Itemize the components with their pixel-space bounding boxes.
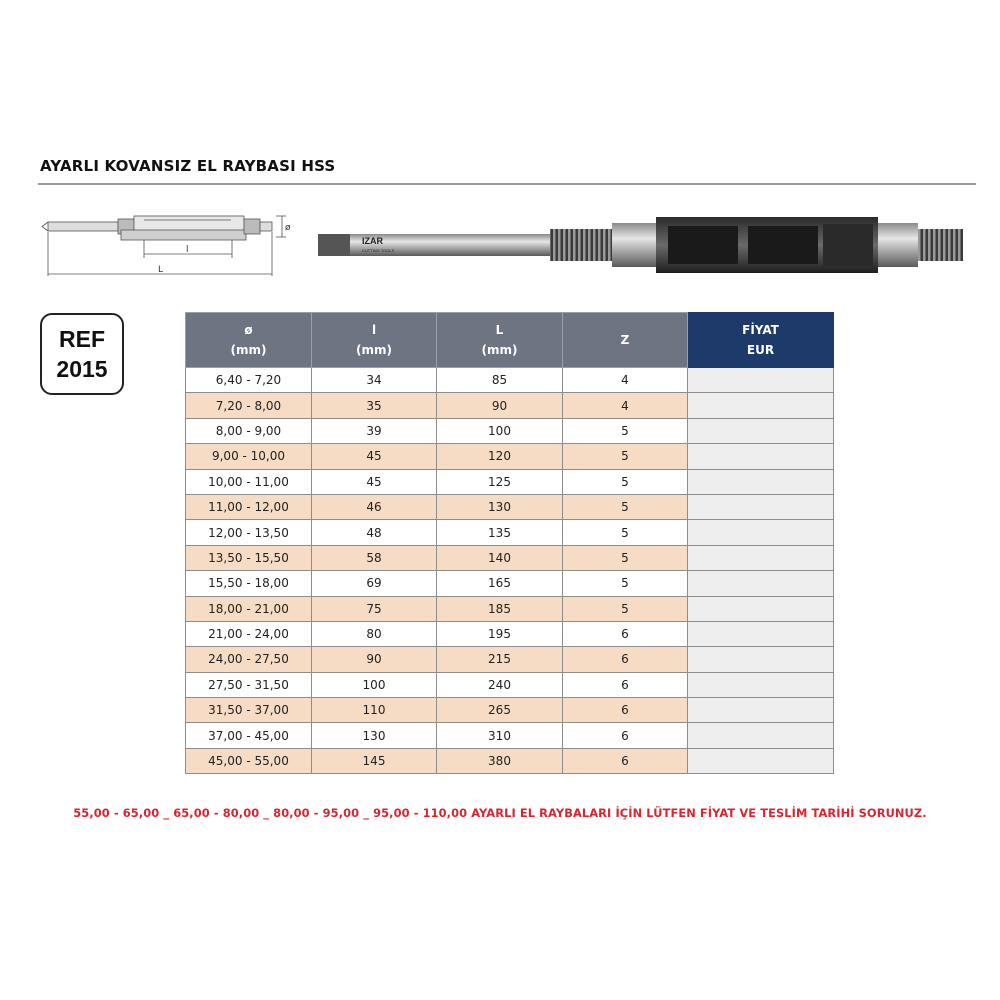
cell-diameter: 37,00 - 45,00: [186, 723, 312, 748]
ref-badge: [40, 313, 124, 395]
cell-z: 5: [563, 469, 688, 494]
cell-price: [688, 621, 834, 646]
cell-l: 58: [312, 545, 437, 570]
table-row: [186, 418, 834, 443]
table-row: [186, 393, 834, 418]
cell-diameter: 45,00 - 55,00: [186, 748, 312, 773]
spec-table: [185, 312, 834, 774]
cell-l: 34: [312, 368, 437, 393]
cell-L: 265: [437, 698, 563, 723]
table-row: [186, 520, 834, 545]
cell-z: 5: [563, 494, 688, 519]
cell-price: [688, 672, 834, 697]
col-price-header: FİYAT EUR: [688, 313, 834, 368]
table-row: [186, 571, 834, 596]
cell-z: 6: [563, 621, 688, 646]
cell-diameter: 12,00 - 13,50: [186, 520, 312, 545]
cell-z: 5: [563, 596, 688, 621]
cell-diameter: 24,00 - 27,50: [186, 647, 312, 672]
cell-l: 145: [312, 748, 437, 773]
ref-number: 2015: [56, 356, 108, 382]
cell-diameter: 27,50 - 31,50: [186, 672, 312, 697]
cell-l: 46: [312, 494, 437, 519]
cell-price: [688, 469, 834, 494]
page-title: AYARLI KOVANSIZ EL RAYBASI HSS: [40, 157, 336, 175]
cell-L: 240: [437, 672, 563, 697]
dim-l-label: l: [186, 245, 189, 255]
table-row: [186, 444, 834, 469]
cell-L: 310: [437, 723, 563, 748]
cell-price: [688, 723, 834, 748]
table-row: [186, 596, 834, 621]
reamer-schematic: [36, 206, 296, 284]
brand-subtitle: CUTTING TOOLS: [362, 248, 395, 253]
col-l-header: l (mm): [312, 313, 437, 368]
cell-z: 5: [563, 520, 688, 545]
table-row: [186, 494, 834, 519]
table-row: [186, 621, 834, 646]
cell-z: 5: [563, 545, 688, 570]
cell-price: [688, 494, 834, 519]
reamer-product-image: [318, 212, 963, 278]
cell-diameter: 6,40 - 7,20: [186, 368, 312, 393]
cell-z: 5: [563, 571, 688, 596]
dim-diameter-label: ø: [285, 223, 291, 233]
cell-L: 125: [437, 469, 563, 494]
table-row: [186, 368, 834, 393]
table-row: [186, 647, 834, 672]
cell-L: 130: [437, 494, 563, 519]
col-L-header: L (mm): [437, 313, 563, 368]
cell-l: 39: [312, 418, 437, 443]
cell-price: [688, 393, 834, 418]
cell-price: [688, 545, 834, 570]
cell-l: 35: [312, 393, 437, 418]
cell-l: 130: [312, 723, 437, 748]
pricing-note: 55,00 - 65,00 _ 65,00 - 80,00 _ 80,00 - 95,00 _ 95,00 - 110,00 AYARLI EL RAYBALARI İÇİN LÜTFEN FİYAT VE TESLİM TARİHİ SORUNUZ.: [73, 806, 927, 820]
cell-price: [688, 444, 834, 469]
cell-l: 48: [312, 520, 437, 545]
cell-L: 100: [437, 418, 563, 443]
cell-z: 5: [563, 418, 688, 443]
cell-l: 80: [312, 621, 437, 646]
cell-z: 6: [563, 723, 688, 748]
cell-z: 6: [563, 672, 688, 697]
cell-z: 4: [563, 393, 688, 418]
cell-l: 45: [312, 469, 437, 494]
cell-L: 380: [437, 748, 563, 773]
title-divider: [38, 183, 976, 185]
cell-diameter: 10,00 - 11,00: [186, 469, 312, 494]
cell-price: [688, 520, 834, 545]
cell-l: 100: [312, 672, 437, 697]
cell-price: [688, 698, 834, 723]
table-row: [186, 672, 834, 697]
cell-price: [688, 748, 834, 773]
cell-price: [688, 596, 834, 621]
cell-z: 5: [563, 444, 688, 469]
cell-l: 45: [312, 444, 437, 469]
cell-z: 6: [563, 748, 688, 773]
cell-diameter: 11,00 - 12,00: [186, 494, 312, 519]
table-row: [186, 469, 834, 494]
table-header-row: [186, 313, 834, 368]
cell-diameter: 21,00 - 24,00: [186, 621, 312, 646]
cell-z: 4: [563, 368, 688, 393]
cell-L: 195: [437, 621, 563, 646]
cell-price: [688, 368, 834, 393]
table-row: [186, 698, 834, 723]
cell-L: 185: [437, 596, 563, 621]
cell-diameter: 7,20 - 8,00: [186, 393, 312, 418]
cell-diameter: 15,50 - 18,00: [186, 571, 312, 596]
cell-diameter: 8,00 - 9,00: [186, 418, 312, 443]
cell-L: 215: [437, 647, 563, 672]
cell-L: 85: [437, 368, 563, 393]
cell-L: 90: [437, 393, 563, 418]
cell-price: [688, 418, 834, 443]
col-z-header: Z: [563, 313, 688, 368]
cell-L: 120: [437, 444, 563, 469]
cell-diameter: 31,50 - 37,00: [186, 698, 312, 723]
cell-l: 69: [312, 571, 437, 596]
cell-price: [688, 571, 834, 596]
cell-l: 110: [312, 698, 437, 723]
cell-L: 140: [437, 545, 563, 570]
dim-L-label: L: [158, 265, 164, 275]
cell-l: 90: [312, 647, 437, 672]
table-row: [186, 748, 834, 773]
brand-logo: IZAR: [362, 236, 383, 246]
table-row: [186, 723, 834, 748]
cell-diameter: 13,50 - 15,50: [186, 545, 312, 570]
cell-diameter: 18,00 - 21,00: [186, 596, 312, 621]
ref-label: REF: [59, 326, 105, 352]
col-diameter-header: ø (mm): [186, 313, 312, 368]
cell-L: 135: [437, 520, 563, 545]
table-row: [186, 545, 834, 570]
cell-z: 6: [563, 698, 688, 723]
cell-L: 165: [437, 571, 563, 596]
cell-diameter: 9,00 - 10,00: [186, 444, 312, 469]
cell-price: [688, 647, 834, 672]
cell-z: 6: [563, 647, 688, 672]
cell-l: 75: [312, 596, 437, 621]
